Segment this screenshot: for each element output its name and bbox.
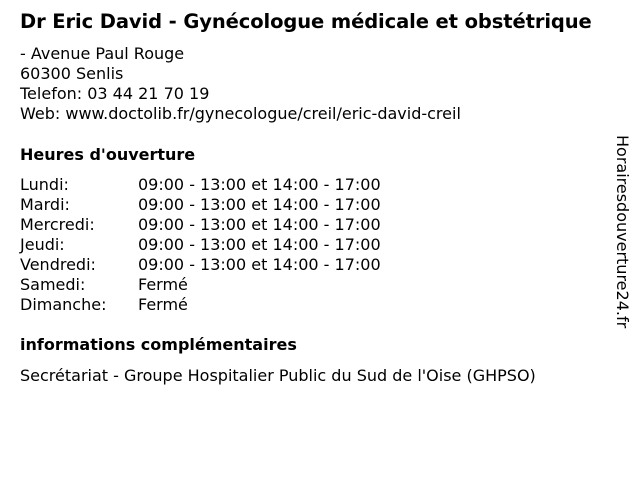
day-label: Jeudi: bbox=[20, 235, 65, 254]
hours-row-monday bbox=[20, 175, 381, 195]
day-hours: 09:00 - 13:00 et 14:00 - 17:00 bbox=[138, 195, 381, 214]
day-hours: 09:00 - 13:00 et 14:00 - 17:00 bbox=[138, 255, 381, 274]
additional-info-text: Secrétariat - Groupe Hospitalier Public du Sud de l'Oise (GHPSO) bbox=[20, 366, 536, 385]
hours-row-tuesday bbox=[20, 195, 381, 215]
address-block bbox=[20, 44, 461, 124]
page-title: Dr Eric David - Gynécologue médicale et obstétrique bbox=[20, 10, 592, 33]
phone-number[interactable]: Telefon: 03 44 21 70 19 bbox=[20, 84, 210, 103]
opening-hours-table bbox=[20, 175, 381, 315]
day-hours: 09:00 - 13:00 et 14:00 - 17:00 bbox=[138, 175, 381, 194]
hours-row-wednesday bbox=[20, 215, 381, 235]
hours-row-saturday bbox=[20, 275, 381, 295]
opening-hours-heading: Heures d'ouverture bbox=[20, 145, 196, 164]
day-label: Mardi: bbox=[20, 195, 70, 214]
website-link[interactable]: Web: www.doctolib.fr/gynecologue/creil/eric-david-creil bbox=[20, 104, 461, 123]
hours-row-thursday bbox=[20, 235, 381, 255]
day-label: Mercredi: bbox=[20, 215, 95, 234]
day-label: Dimanche: bbox=[20, 295, 107, 314]
day-hours: 09:00 - 13:00 et 14:00 - 17:00 bbox=[138, 215, 381, 234]
day-hours: Fermé bbox=[138, 275, 188, 294]
additional-info-heading: informations complémentaires bbox=[20, 335, 297, 354]
site-watermark: Horairesdouverture24.fr bbox=[613, 135, 632, 329]
hours-row-sunday bbox=[20, 295, 381, 315]
day-hours: 09:00 - 13:00 et 14:00 - 17:00 bbox=[138, 235, 381, 254]
day-hours: Fermé bbox=[138, 295, 188, 314]
city: 60300 Senlis bbox=[20, 64, 124, 83]
street-address: - Avenue Paul Rouge bbox=[20, 44, 185, 63]
day-label: Lundi: bbox=[20, 175, 69, 194]
hours-row-friday bbox=[20, 255, 381, 275]
day-label: Samedi: bbox=[20, 275, 86, 294]
day-label: Vendredi: bbox=[20, 255, 96, 274]
